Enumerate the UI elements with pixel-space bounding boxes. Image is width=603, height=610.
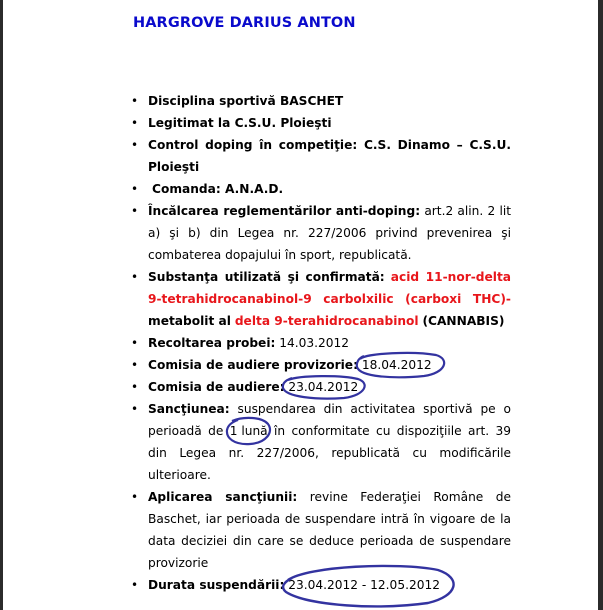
- sample-date-value: 14.03.2012: [279, 336, 350, 350]
- list-item-sample-date: [148, 332, 511, 354]
- list-item-substance: [148, 266, 511, 332]
- list-item-discipline: [148, 90, 511, 112]
- application-label: Aplicarea sancţiunii:: [148, 490, 298, 504]
- provisional-hearing-date: 18.04.2012: [361, 358, 432, 372]
- substance-tail: (CANNABIS): [422, 314, 505, 328]
- sanction-details-list: [148, 90, 511, 596]
- hearing-label: Comisia de audiere:: [148, 380, 285, 394]
- sanction-text-before: suspendarea din activitatea sportivă pe o perioadă de: [148, 402, 512, 438]
- list-item-provisional-hearing: [148, 354, 511, 376]
- provisional-hearing-label: Comisia de audiere provizorie:: [148, 358, 358, 372]
- violation-value: art.2 alin. 2 lit a) şi b) din Legea nr. 227/2006 privind prevenirea şi combaterea dopajului în sport, republicată.: [148, 204, 511, 262]
- sanction-duration-circled: [230, 420, 268, 442]
- suspension-period-circled: [288, 574, 440, 596]
- sample-date-label: Recoltarea probei:: [148, 336, 276, 350]
- order-text: Comanda: A.N.A.D.: [152, 182, 284, 196]
- list-item-doping-control: [148, 134, 511, 178]
- list-item-club: [148, 112, 511, 134]
- discipline-text: Disciplina sportivă BASCHET: [148, 94, 344, 108]
- list-item-application: [148, 486, 511, 574]
- substance-middle: metabolit al: [148, 314, 231, 328]
- list-item-sanction: [148, 398, 511, 486]
- substance-parent: delta 9-terahidrocanabinol: [234, 314, 419, 328]
- doping-control-text: Control doping în competiţie: C.S. Dinamo – C.S.U. Ploieşti: [148, 138, 511, 174]
- provisional-hearing-circled: [362, 354, 432, 376]
- sanction-duration: 1 lună: [229, 424, 268, 438]
- list-item-hearing: [148, 376, 511, 398]
- hearing-circled: [288, 376, 358, 398]
- document-page: [3, 0, 598, 610]
- list-item-order: [148, 178, 511, 200]
- suspension-period-label: Durata suspendării:: [148, 578, 285, 592]
- hearing-date: 23.04.2012: [288, 380, 359, 394]
- sanction-label: Sancţiunea:: [148, 402, 230, 416]
- application-value: revine Federaţiei Române de Baschet, iar perioada de suspendare intră în vigoare de la data deciziei din care se deduce perioada de suspendare provizorie: [148, 490, 512, 570]
- substance-label: Substanţa utilizată şi confirmată:: [148, 270, 385, 284]
- list-item-suspension-period: [148, 574, 511, 596]
- violation-label: Încălcarea reglementărilor anti-doping:: [148, 204, 421, 218]
- suspension-period-value: 23.04.2012 - 12.05.2012: [288, 578, 440, 592]
- sanction-text-after: în conformitate cu dispoziţiile art. 39 din Legea nr. 227/2006, republicată cu modificările ulterioare.: [148, 424, 512, 482]
- athlete-name-heading: HARGROVE DARIUS ANTON: [133, 15, 356, 31]
- club-text: Legitimat la C.S.U. Ploieşti: [148, 116, 332, 130]
- substance-name: acid 11-nor-delta 9-tetrahidrocanabinol-9 carbolxilic (carboxi THC)-: [148, 270, 511, 306]
- window-border-right: [598, 0, 603, 610]
- list-item-violation: [148, 200, 511, 266]
